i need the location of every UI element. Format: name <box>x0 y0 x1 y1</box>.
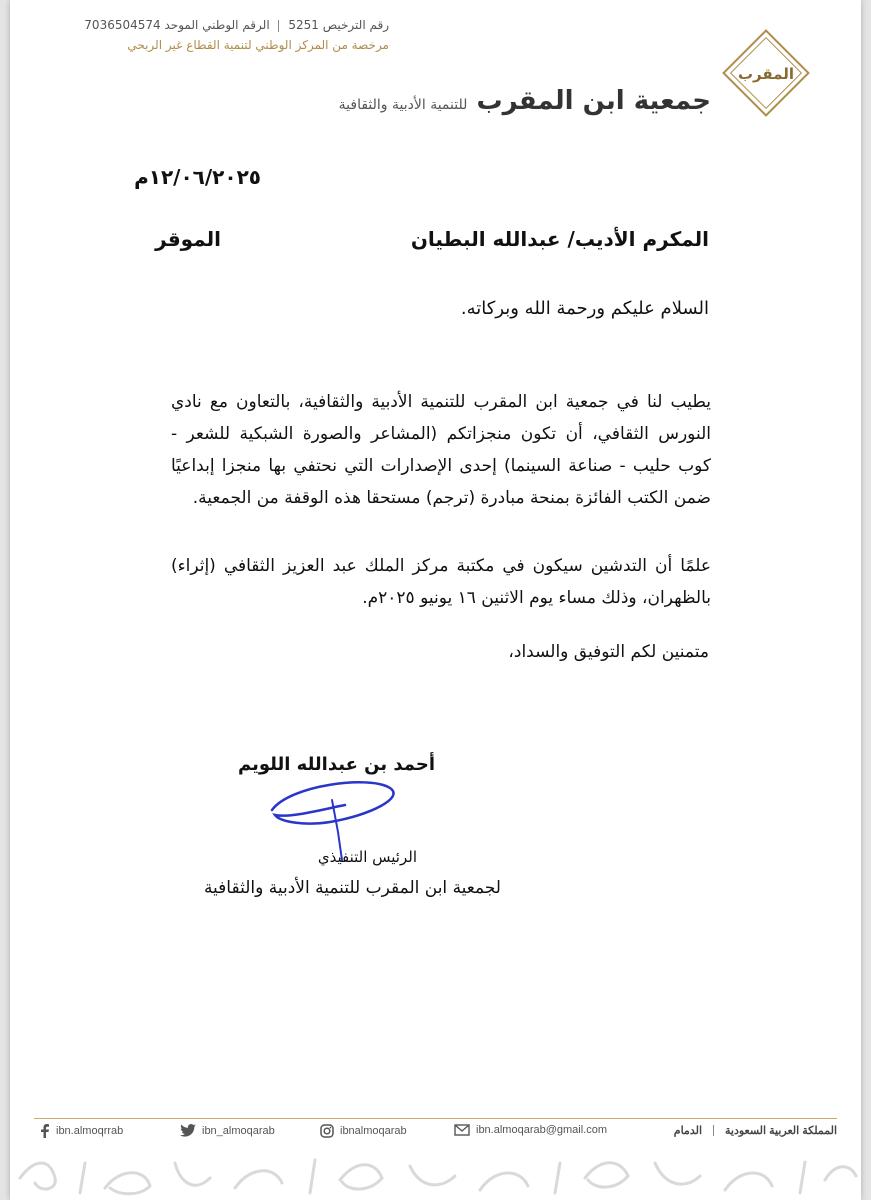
divider <box>278 20 279 32</box>
mail-icon <box>454 1124 470 1136</box>
decorative-pattern <box>10 1148 861 1200</box>
twitter-handle: ibn_almoqarab <box>202 1124 275 1137</box>
signatory-name: أحمد بن عبدالله اللويم <box>237 754 435 775</box>
closing: متمنين لكم التوفيق والسداد، <box>508 642 709 662</box>
greeting: السلام عليكم ورحمة الله وبركاته. <box>460 298 709 319</box>
org-title <box>339 86 711 116</box>
body-paragraph-2: علمًا أن التدشين سيكون في مكتبة مركز الملك عبد العزيز الثقافي (إثراء) بالظهران، وذلك مساء يوم الاثنين ١٦ يونيو ٢٠٢٥م. <box>171 556 711 608</box>
registration-info <box>84 18 389 32</box>
licensed-by: مرخصة من المركز الوطني لتنمية القطاع غير الربحي <box>127 38 389 52</box>
honorific: الموقر <box>155 227 221 251</box>
license-label: رقم الترخيص <box>322 18 389 32</box>
email-address: ibn.almoqarab@gmail.com <box>476 1124 608 1136</box>
divider <box>713 1125 714 1136</box>
body-paragraph-1: يطيب لنا في جمعية ابن المقرب للتنمية الأدبية والثقافية، بالتعاون مع نادي النورس الثقافي، أن تكون منجزاتكم (المشاعر والصورة الشبكية للشعر - كوب حليب - صناعة السينما) إحدى الإصدارات التي نحتفي بها منجزا إبداعيًا ضمن الكتب الفائزة بمنحة مبادرة (ترجم) مستحقا هذه الوقفة من الجمعية. <box>171 392 711 508</box>
twitter-link[interactable] <box>180 1124 275 1137</box>
signatory-title: الرئيس التنفيذي <box>317 848 417 866</box>
twitter-icon <box>180 1124 196 1137</box>
country: المملكة العربية السعودية <box>725 1125 837 1137</box>
addressee: المكرم الأديب/ عبدالله البطيان <box>410 227 709 251</box>
instagram-link[interactable] <box>320 1124 407 1138</box>
letter-date: ١٢/٠٦/٢٠٢٥م <box>134 165 261 189</box>
license-number: 5251 <box>288 18 319 32</box>
instagram-icon <box>320 1124 334 1138</box>
facebook-icon <box>40 1124 50 1138</box>
signatory-organization: لجمعية ابن المقرب للتنمية الأدبية والثقافية <box>203 878 501 898</box>
national-number-label: الرقم الوطني الموحد <box>164 18 270 32</box>
city: الدمام <box>673 1125 703 1137</box>
org-logo <box>721 28 811 118</box>
national-number: 7036504574 <box>84 18 161 32</box>
letter-page <box>10 0 861 1200</box>
logo-text: المقرب <box>737 65 795 83</box>
footer <box>34 1124 837 1144</box>
instagram-handle: ibnalmoqarab <box>340 1125 407 1137</box>
location <box>674 1124 837 1137</box>
facebook-link[interactable] <box>40 1124 123 1138</box>
footer-divider <box>34 1118 837 1119</box>
email-link[interactable] <box>454 1124 607 1136</box>
org-name: جمعية ابن المقرب <box>476 86 711 116</box>
org-tagline: للتنمية الأدبية والثقافية <box>338 97 468 113</box>
facebook-handle: ibn.almoqrrab <box>56 1125 124 1137</box>
